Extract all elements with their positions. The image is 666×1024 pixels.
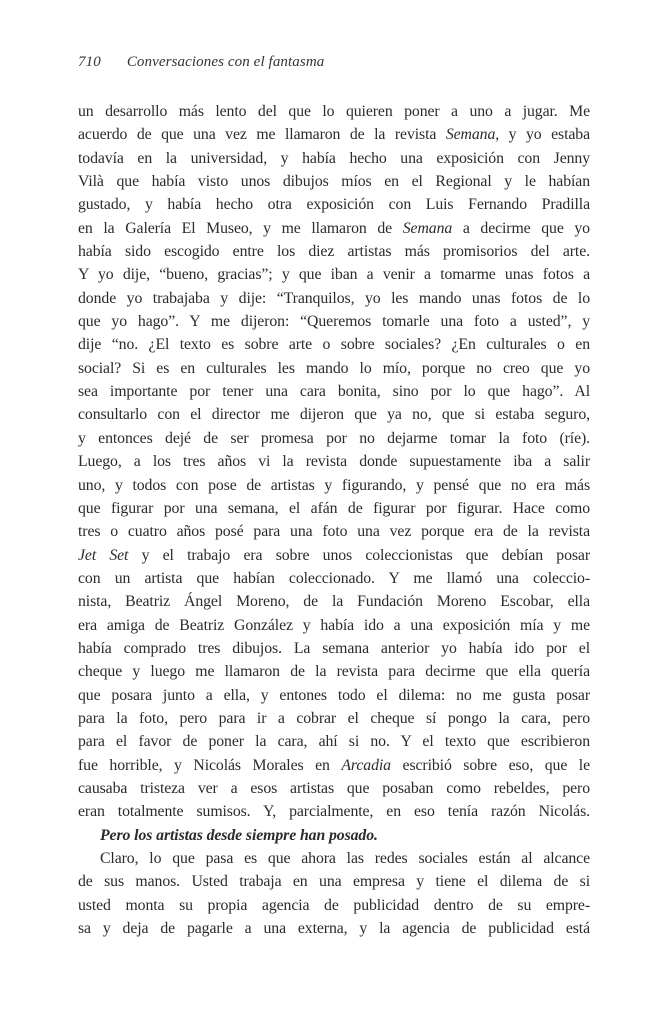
text-line [78,450,590,473]
text-line [78,894,590,917]
text-run: y el trabajo era sobre unos coleccionistas que debían posar [128,546,590,564]
text-run: Claro, lo que pasa es que ahora las redes sociales están al alcance [100,850,590,867]
text-line [78,170,590,193]
text-run: fue horrible, y Nicolás Morales en [78,756,342,774]
text-run: tres o cuatro años posé para una foto una vez porque era de la revista [78,523,590,541]
text-line [78,287,590,310]
text-run: para la foto, pero para ir a cobrar el cheque sí pongo la cara, pero [78,709,590,727]
text-run: Vilà que había visto unos dibujos míos en el Regional y le habían [78,173,590,191]
text-run: eran totalmente sumisos. Y, parcialmente, en eso tenía razón Nicolás. [78,803,590,821]
text-run: acuerdo de que una vez me llamaron de la revista [78,126,446,144]
text-line [78,730,590,753]
text-run: cheque y luego me llamaron de la revista para decirme que ella quería [78,663,590,681]
text-run: donde yo trabajaba y dije: “Tranquilos, yo les mando unas fotos de lo [78,289,590,307]
text-line [78,403,590,426]
text-run: de sus manos. Usted trabaja en una empresa y tiene el dilema de si [78,873,590,891]
text-run: sea importante por tener una cara bonita, sino por lo que hago”. Al [78,383,590,401]
text-run: uno, y todos con pose de artistas y figurando, y pensé que no era más [78,476,590,494]
text-line [78,263,590,286]
text-run: Luego, a los tres años vi la revista donde supuestamente iba a salir [78,453,590,471]
text-run: y entonces dejé de ser promesa por no dejarme tomar la foto (ríe). [78,429,590,447]
text-line [78,707,590,730]
text-run: que figurar por una semana, el afán de figurar por figurar. Hace como [78,499,590,517]
text-line [78,193,590,216]
page-number: 710 [78,54,101,70]
text-run: que yo hago”. Y me dijeron: “Queremos tomarle una foto a usted”, y [78,313,590,331]
text-line [78,240,590,263]
page-text-block [78,100,590,940]
text-run: sa y deja de pagarle a una externa, y la agencia de publicidad está [78,920,590,938]
text-run: gustado, y había hecho otra exposición con Luis Fernando Pradilla [78,196,590,214]
italic-text-run: Semana [445,126,496,144]
text-line [78,427,590,450]
text-run: todavía en la universidad, y había hecho una exposición con Jenny [78,149,590,167]
text-line [78,497,590,520]
text-line [78,590,590,613]
text-line [78,777,590,800]
text-line [78,357,590,380]
text-run: social? Si es en culturales les mando lo mío, porque no creo que yo [78,359,590,377]
text-run: dije “no. ¿El texto es sobre arte o sobre sociales? ¿En culturales o en [78,336,590,354]
text-line [78,474,590,497]
text-line [78,637,590,660]
text-run: consultarlo con el director me dijeron que ya no, que si estaba seguro, [78,406,590,424]
text-line [78,123,590,146]
italic-text-run: Jet Set [78,546,129,564]
text-line [78,660,590,683]
text-run: escribió sobre eso, que le [390,756,590,774]
italic-text-run: Pero los artistas desde siempre han posado. [100,826,378,844]
text-run: con un artista que habían coleccionado. Y me llamó una coleccio- [78,569,590,587]
text-line [78,917,590,940]
text-run: causaba tristeza ver a esos artistas que posaban como rebeldes, pero [78,779,590,797]
text-run: usted monta su propia agencia de publicidad dentro de su empre- [78,896,590,914]
running-header-title: Conversaciones con el fantasma [126,54,325,70]
text-line [78,567,590,590]
text-line [78,147,590,170]
text-run: en la Galería El Museo, y me llamaron de [78,219,403,237]
text-run: Y yo dije, “bueno, gracias”; y que iban a venir a tomarme unas fotos a [78,266,590,284]
text-line [78,380,590,403]
text-line [78,800,590,823]
text-run: era amiga de Beatriz González y había ido a una exposición mía y me [78,616,590,634]
text-line [78,870,590,893]
text-line [78,333,590,356]
text-run: para el favor de poner la cara, ahí si no. Y el texto que escribieron [78,733,590,751]
running-header [78,54,590,71]
text-line [78,684,590,707]
text-line [78,217,590,240]
italic-text-run: Semana [402,219,453,237]
text-run: a decirme que yo [452,219,590,237]
text-run: que posara junto a ella, y entones todo el dilema: no me gusta posar [78,686,590,704]
text-line [78,614,590,637]
text-run: , y yo estaba [495,126,590,144]
text-run: había comprado tres dibujos. La semana anterior yo había ido por el [78,639,590,657]
italic-text-run: Arcadia [341,756,391,774]
text-run: había sido escogido entre los diez artistas más promisorios del arte. [78,243,590,261]
text-line [78,544,590,567]
text-line [78,310,590,333]
interviewer-question-line [78,824,590,847]
text-line [78,847,590,870]
text-line [78,520,590,543]
text-run: nista, Beatriz Ángel Moreno, de la Fundación Moreno Escobar, ella [78,593,590,611]
text-line [78,100,590,123]
text-line [78,754,590,777]
text-run: un desarrollo más lento del que lo quieren poner a uno a jugar. Me [78,103,590,120]
